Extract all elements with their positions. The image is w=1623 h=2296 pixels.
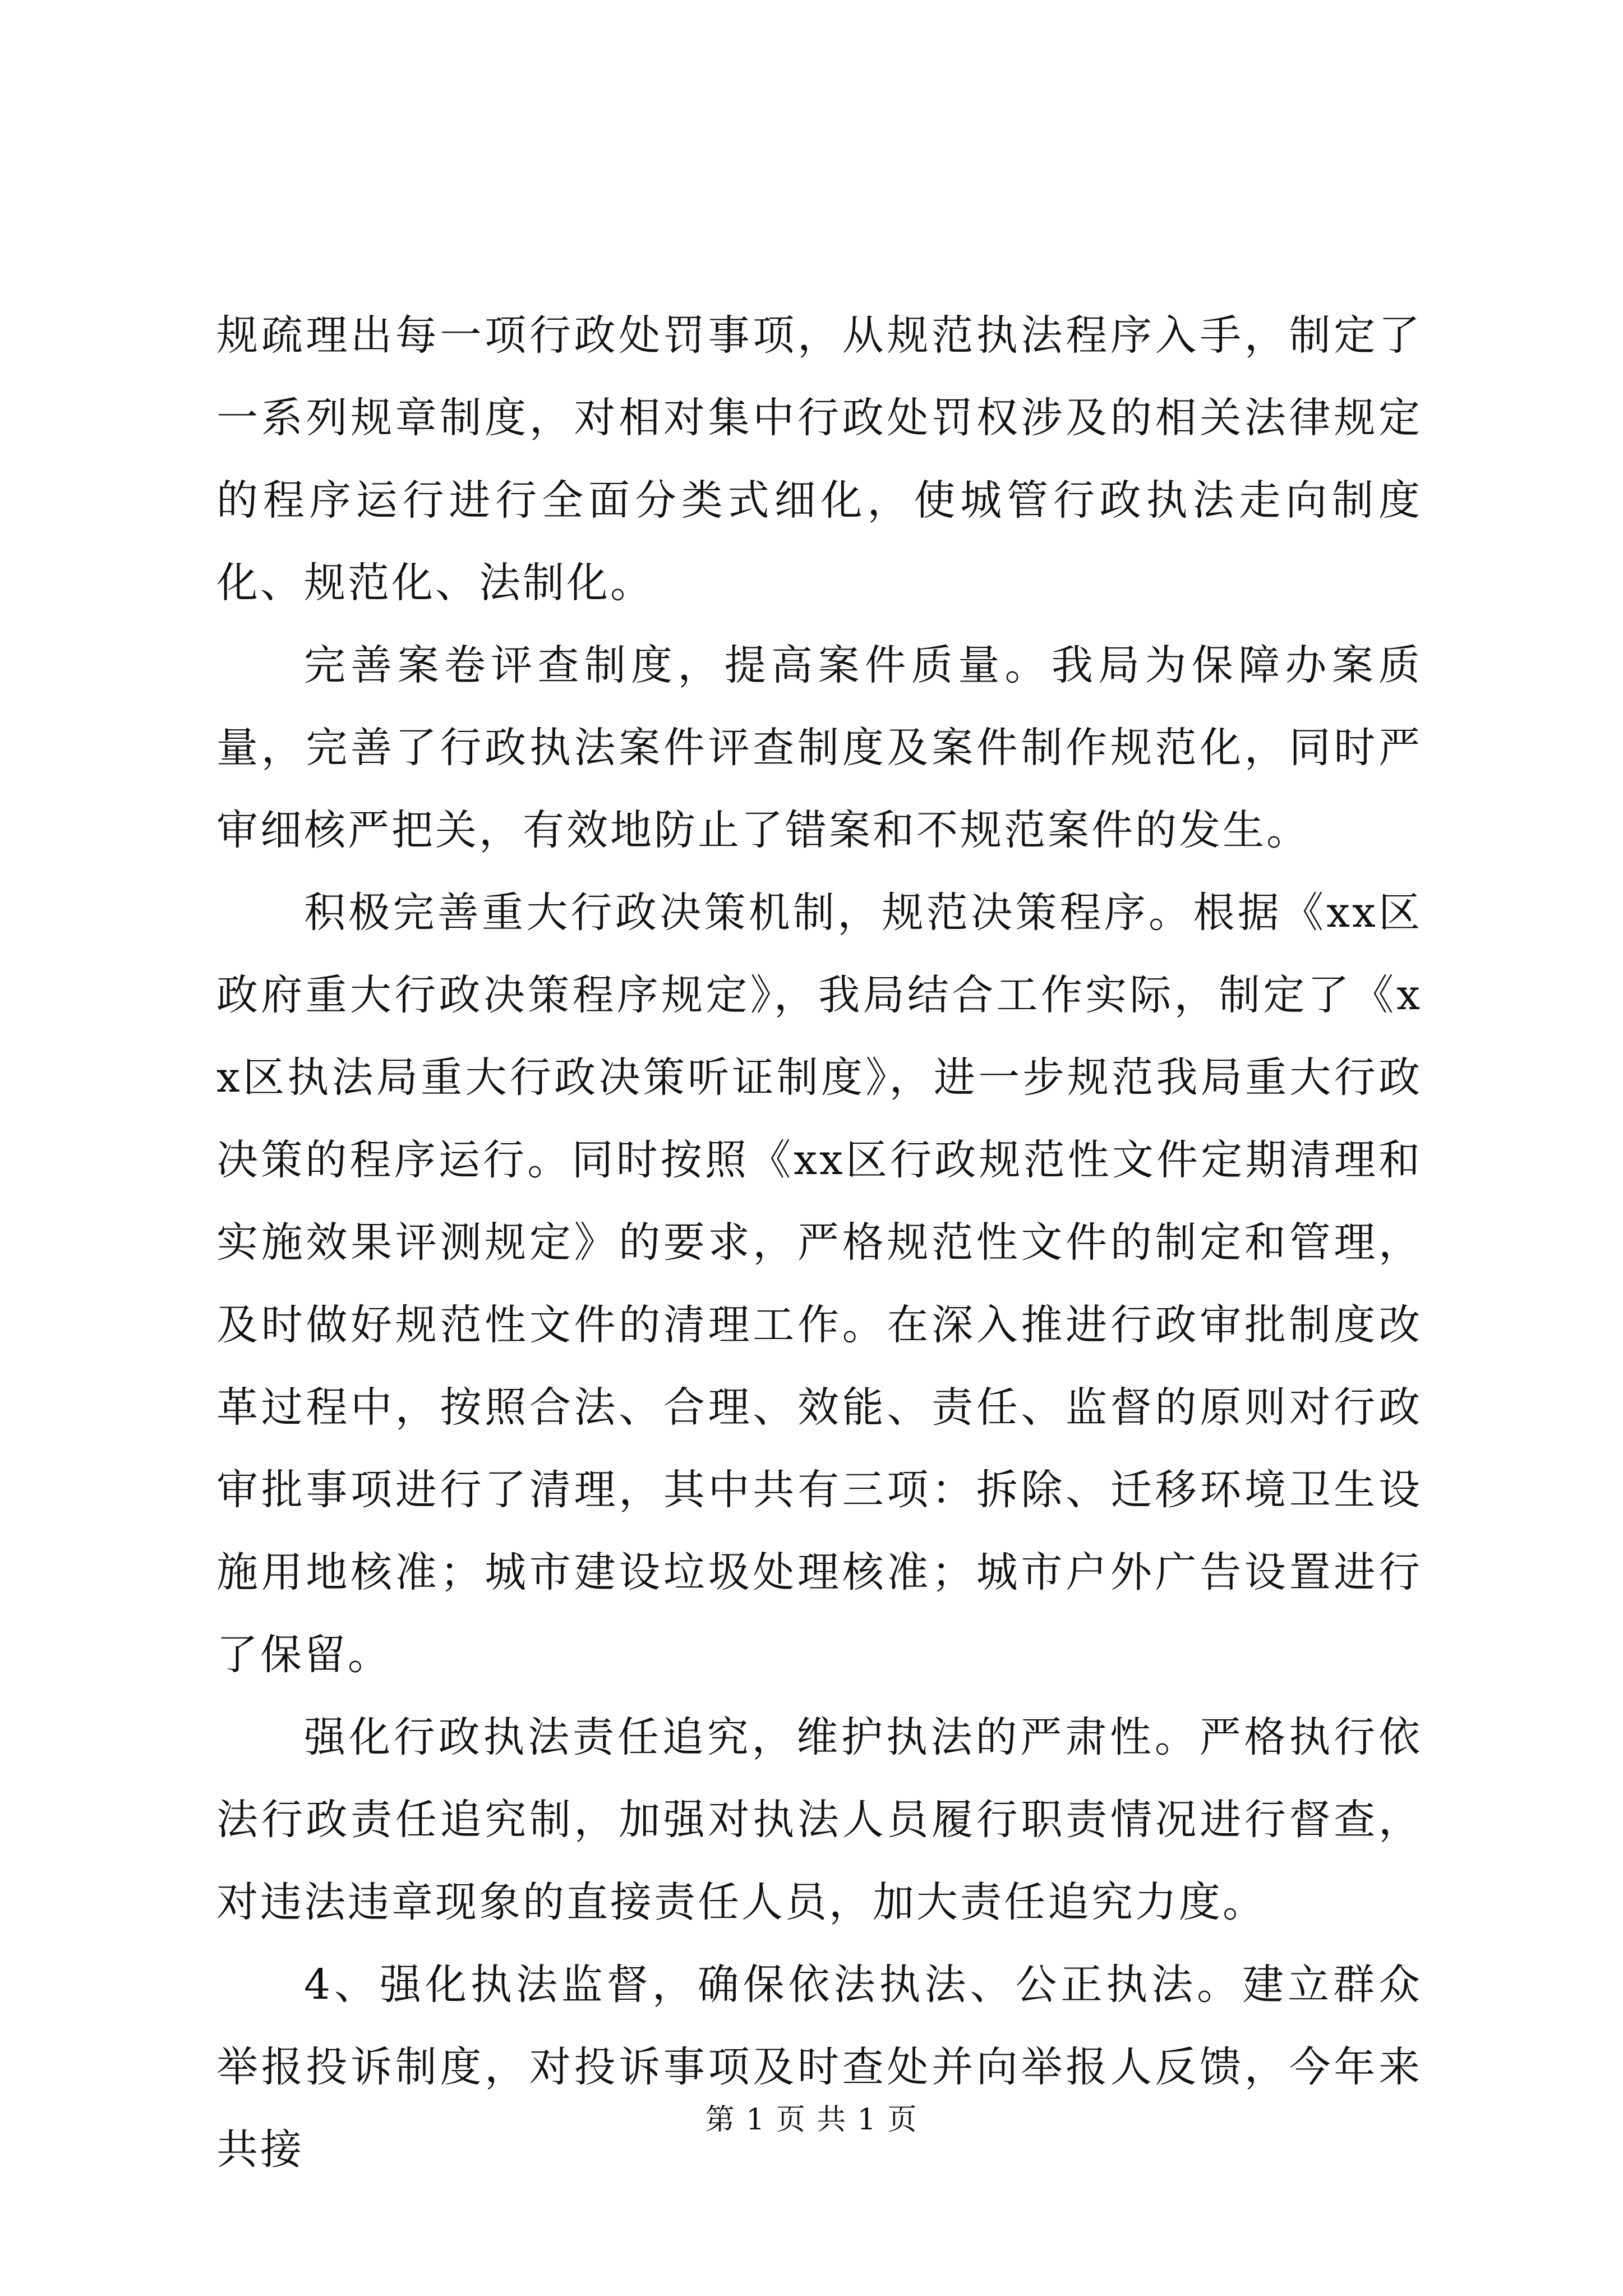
paragraph-1: 规疏理出每一项行政处罚事项，从规范执法程序入手，制定了一系列规章制度，对相对集中行政处罚权涉及的相关法律规定的程序运行进行全面分类式细化，使城管行政执法走向制度化、规范化、法制化。 — [216, 311, 1422, 607]
document-body — [216, 295, 1422, 2191]
paragraph-2: 完善案卷评查制度，提高案件质量。我局为保障办案质量，完善了行政执法案件评查制度及案件制作规范化，同时严审细核严把关，有效地防止了错案和不规范案件的发生。 — [216, 641, 1422, 854]
paragraph-5: 4、强化执法监督，确保依法执法、公正执法。建立群众举报投诉制度，对投诉事项及时查处并向举报人反馈，今年来共接 — [216, 1961, 1422, 2174]
paragraph-3: 积极完善重大行政决策机制，规范决策程序。根据《xx区政府重大行政决策程序规定》，我局结合工作实际，制定了《xx区执法局重大行政决策听证制度》，进一步规范我局重大行政决策的程序运行。同时按照《xx区行政规范性文件定期清理和实施效果评测规定》的要求，严格规范性文件的制定和管理，及时做好规范性文件的清理工作。在深入推进行政审批制度改革过程中，按照合法、合理、效能、责任、监督的原则对行政审批事项进行了清理，其中共有三项：拆除、迁移环境卫生设施用地核准；城市建设垃圾处理核准；城市户外广告设置进行了保留。 — [216, 889, 1422, 1679]
paragraph-4: 强化行政执法责任追究，维护执法的严肃性。严格执行依法行政责任追究制，加强对执法人员履行职责情况进行督查，对违法违章现象的直接责任人员，加大责任追究力度。 — [216, 1713, 1422, 1926]
page-number-footer: 第 1 页 共 1 页 — [705, 2103, 918, 2137]
